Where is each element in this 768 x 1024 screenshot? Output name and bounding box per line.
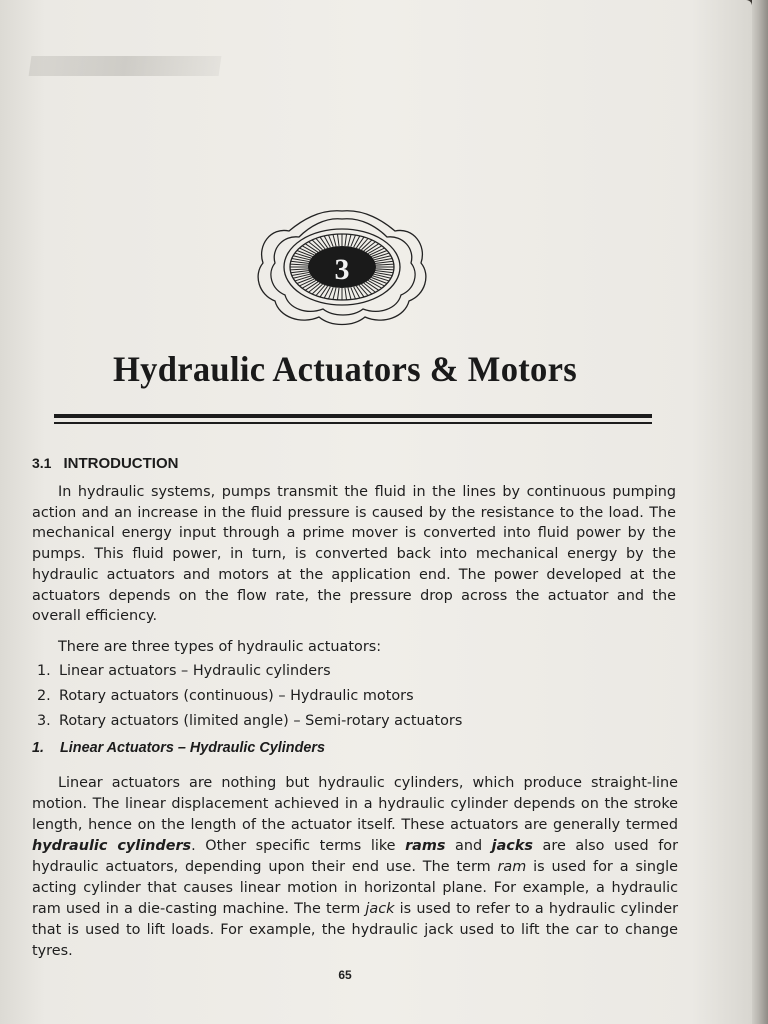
term-hydraulic-cylinders: hydraulic cylinders: [32, 838, 192, 854]
section-number: 3.1: [32, 455, 52, 471]
chapter-number: 3: [334, 253, 350, 286]
chapter-number-badge: [255, 205, 430, 330]
actuator-types-list: [37, 661, 462, 736]
list-intro: There are three types of hydraulic actuators:: [58, 639, 382, 655]
section-heading: [32, 455, 178, 472]
book-page-edge: [752, 0, 768, 1024]
subsection-title: Linear Actuators – Hydraulic Cylinders: [60, 740, 325, 756]
list-item: 2. Rotary actuators (continuous) – Hydraulic motors: [37, 688, 414, 704]
term-rams: rams: [405, 838, 446, 854]
list-item: 1. Linear actuators – Hydraulic cylinders: [37, 663, 331, 679]
subsection-heading: [32, 740, 325, 756]
intro-paragraph: In hydraulic systems, pumps transmit the fluid in the lines by continuous pumping action and an increase in the fluid pressure is caused by the resistance to the load. The mechanical energy input through a prime mover is converted into fluid power by the pumps. This fluid power, in turn, is converted back into mechanical energy by the hydraulic actuators and motors at the application end. The power developed at the actuators depends on the flow rate, the pressure drop across the actuator and the overall efficiency.: [32, 484, 676, 625]
title-rule-thin: [54, 422, 652, 424]
section-title: INTRODUCTION: [63, 455, 179, 472]
page-number: 65: [338, 968, 352, 982]
term-jack: jack: [365, 901, 395, 917]
list-item: 3. Rotary actuators (limited angle) – Semi-rotary actuators: [37, 713, 463, 729]
subsection-number: 1.: [32, 740, 45, 756]
chapter-title: Hydraulic Actuators & Motors: [112, 349, 577, 389]
running-header-faded: [29, 56, 222, 76]
linear-actuators-paragraph: Linear actuators are nothing but hydraulic cylinders, which produce straight-line motion. The linear displacement achieved in a hydraulic cylinder depends on the stroke length, hence on the length of the actuator itself. These actuators are generally termed hydraulic cylinders. Other specific terms like rams and jacks are also used for hydraulic actuators, depending upon their end use. The term ram is used for a single acting cylinder that causes linear motion in horizontal plane. For example, a hydraulic ram used in a die-casting machine. The term jack is used to refer to a hydraulic cylinder that is used to lift loads. For example, the hydraulic jack used to lift the car to change tyres.: [32, 775, 678, 959]
term-jacks: jacks: [491, 838, 533, 854]
term-ram: ram: [497, 859, 527, 875]
title-rule-thick: [54, 414, 652, 418]
